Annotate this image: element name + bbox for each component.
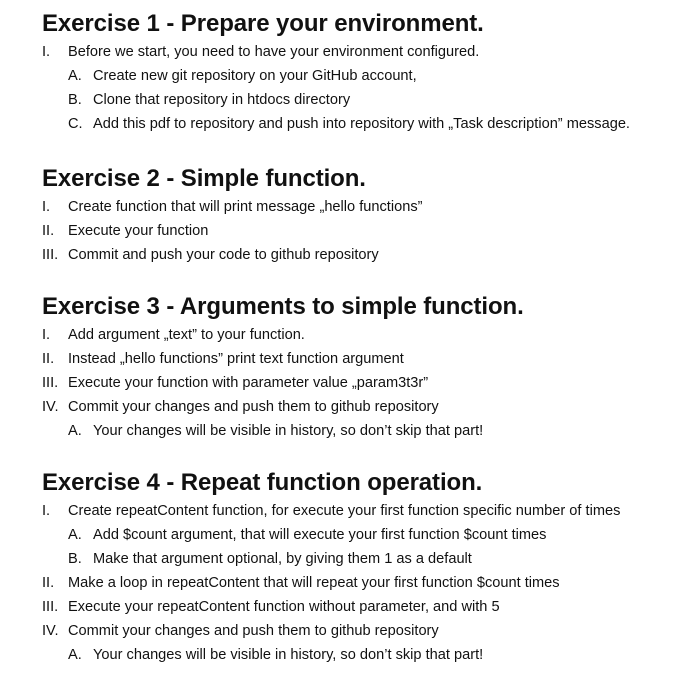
list-item-text: Clone that repository in htdocs directory [93, 92, 351, 108]
list-marker: III. [42, 375, 59, 391]
list-marker: I. [42, 503, 51, 519]
exercise-1-title: Exercise 1 - Prepare your environment. [42, 10, 484, 37]
list-item [42, 323, 700, 347]
list-item-text: Commit your changes and push them to github repository [68, 623, 439, 639]
list-item-text: Execute your repeatContent function without parameter, and with 5 [68, 599, 500, 615]
list-item [42, 40, 700, 64]
list-item [42, 347, 700, 371]
list-item [42, 571, 700, 595]
list-item [42, 643, 700, 667]
list-marker: A. [68, 68, 82, 84]
list-item-text: Add argument „text” to your function. [68, 327, 305, 343]
list-marker: A. [68, 647, 82, 663]
list-marker: II. [42, 575, 55, 591]
list-item [42, 112, 700, 136]
list-item-text: Make that argument optional, by giving them 1 as a default [93, 551, 472, 567]
list-item-text: Create new git repository on your GitHub account, [93, 68, 417, 84]
list-item-text: Execute your function with parameter value „param3t3r” [68, 375, 429, 391]
list-marker: B. [68, 551, 82, 567]
list-item [42, 219, 700, 243]
list-marker: A. [68, 527, 82, 543]
list-marker: C. [68, 116, 83, 132]
list-marker: I. [42, 44, 51, 60]
list-marker: B. [68, 92, 82, 108]
list-item-text: Execute your function [68, 223, 209, 239]
list-marker: I. [42, 327, 51, 343]
list-marker: IV. [42, 623, 59, 639]
exercise-3-section [42, 293, 700, 443]
list-item [42, 64, 700, 88]
list-item [42, 395, 700, 419]
list-item-text: Commit and push your code to github repository [68, 247, 379, 263]
list-marker: A. [68, 423, 82, 439]
exercise-3-title: Exercise 3 - Arguments to simple function. [42, 293, 524, 320]
exercise-2-section [42, 165, 700, 267]
exercise-4-title: Exercise 4 - Repeat function operation. [42, 469, 483, 496]
exercise-4-section [42, 469, 700, 667]
list-marker: II. [42, 223, 55, 239]
list-marker: III. [42, 599, 59, 615]
list-item [42, 419, 700, 443]
list-marker: II. [42, 351, 55, 367]
list-marker: IV. [42, 399, 59, 415]
list-item [42, 195, 700, 219]
list-item [42, 547, 700, 571]
list-item-text: Create repeatContent function, for execute your first function specific number of times [68, 503, 621, 519]
list-item-text: Make a loop in repeatContent that will repeat your first function $count times [68, 575, 560, 591]
list-item [42, 371, 700, 395]
list-item [42, 499, 700, 523]
list-item [42, 88, 700, 112]
list-marker: III. [42, 247, 59, 263]
list-item [42, 243, 700, 267]
list-item-text: Add $count argument, that will execute your first function $count times [93, 527, 547, 543]
list-marker: I. [42, 199, 51, 215]
list-item-text: Commit your changes and push them to github repository [68, 399, 439, 415]
list-item [42, 595, 700, 619]
list-item-text: Create function that will print message „hello functions” [68, 199, 423, 215]
exercise-1-section [42, 10, 700, 136]
list-item-text: Before we start, you need to have your environment configured. [68, 44, 480, 60]
list-item [42, 619, 700, 643]
list-item-text: Your changes will be visible in history, so don’t skip that part! [93, 423, 484, 439]
list-item-text: Instead „hello functions” print text function argument [68, 351, 404, 367]
list-item-text: Add this pdf to repository and push into repository with „Task description” message. [93, 116, 630, 132]
exercise-2-title: Exercise 2 - Simple function. [42, 165, 366, 192]
list-item [42, 523, 700, 547]
list-item-text: Your changes will be visible in history, so don’t skip that part! [93, 647, 484, 663]
